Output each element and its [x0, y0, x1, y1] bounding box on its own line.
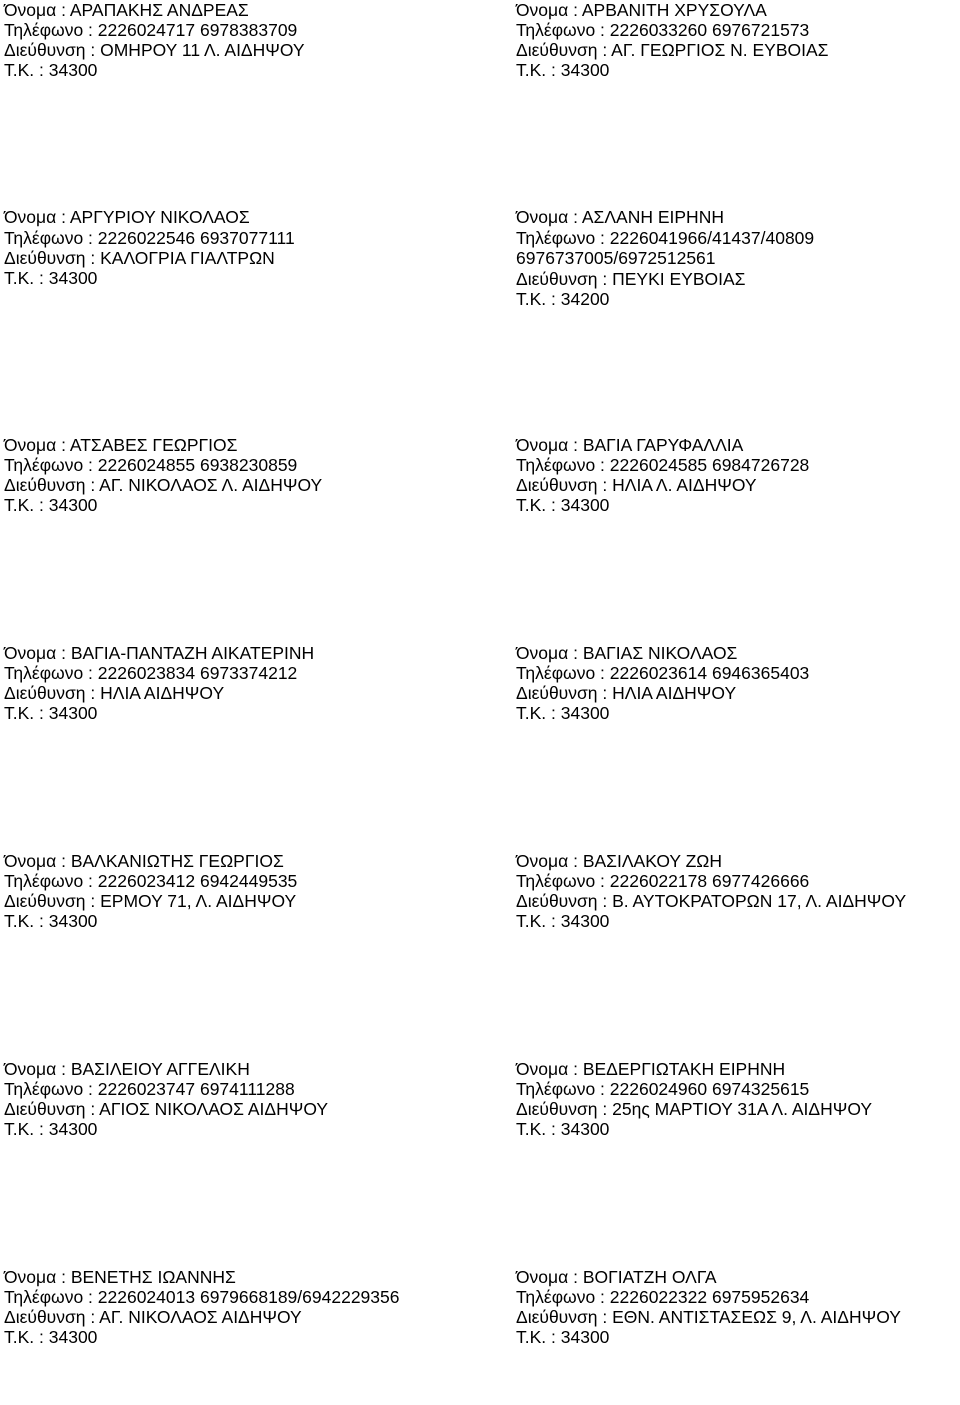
contact-phone: Τηλέφωνο : 2226024717 6978383709	[4, 20, 298, 40]
contact-entry-venetis	[4, 1267, 399, 1347]
contact-postal-code: Τ.Κ. : 34300	[516, 911, 610, 931]
contact-address: Διεύθυνση : ΠΕΥΚΙ ΕΥΒΟΙΑΣ	[516, 269, 746, 289]
contact-phone: Τηλέφωνο : 2226023747 6974111288	[4, 1079, 295, 1099]
contact-phone: Τηλέφωνο : 2226033260 6976721573	[516, 20, 810, 40]
contact-address: Διεύθυνση : ΚΑΛΟΓΡΙΑ ΓΙΑΛΤΡΩΝ	[4, 248, 275, 268]
contact-postal-code: Τ.Κ. : 34300	[4, 703, 98, 723]
contact-name: Όνομα : ΒΑΓΙΑ-ΠΑΝΤΑΖΗ ΑΙΚΑΤΕΡΙΝΗ	[4, 643, 315, 663]
contact-name: Όνομα : ΒΑΛΚΑΝΙΩΤΗΣ ΓΕΩΡΓΙΟΣ	[4, 851, 284, 871]
contact-name: Όνομα : ΑΤΣΑΒΕΣ ΓΕΩΡΓΙΟΣ	[4, 435, 238, 455]
contact-entry-vasilakou	[516, 851, 906, 931]
contact-postal-code: Τ.Κ. : 34300	[4, 495, 98, 515]
contact-address: Διεύθυνση : Β. ΑΥΤΟΚΡΑΤΟΡΩΝ 17, Λ. ΑΙΔΗΨΟΥ	[516, 891, 907, 911]
contact-postal-code: Τ.Κ. : 34300	[4, 911, 98, 931]
contact-entry-aslani	[516, 207, 814, 309]
contact-name: Όνομα : ΑΡΑΠΑΚΗΣ ΑΝΔΡΕΑΣ	[4, 0, 249, 20]
contact-address: Διεύθυνση : ΕΘΝ. ΑΝΤΙΣΤΑΣΕΩΣ 9, Λ. ΑΙΔΗΨΟΥ	[516, 1307, 901, 1327]
contact-name: Όνομα : ΑΡΓΥΡΙΟΥ ΝΙΚΟΛΑΟΣ	[4, 207, 250, 227]
contact-address: Διεύθυνση : 25ης ΜΑΡΤΙΟΥ 31Α Λ. ΑΙΔΗΨΟΥ	[516, 1099, 873, 1119]
contact-phone: Τηλέφωνο : 2226024960 6974325615	[516, 1079, 810, 1099]
contact-name: Όνομα : ΒΕΝΕΤΗΣ ΙΩΑΝΝΗΣ	[4, 1267, 236, 1287]
contact-name: Όνομα : ΒΟΓΙΑΤΖΗ ΟΛΓΑ	[516, 1267, 717, 1287]
contact-phone: Τηλέφωνο : 2226041966/41437/40809	[516, 228, 815, 248]
contact-address: Διεύθυνση : ΗΛΙΑ ΑΙΔΗΨΟΥ	[516, 683, 737, 703]
contact-postal-code: Τ.Κ. : 34300	[516, 60, 610, 80]
contact-address: Διεύθυνση : ΑΓ. ΝΙΚΟΛΑΟΣ ΑΙΔΗΨΟΥ	[4, 1307, 302, 1327]
contact-phone: Τηλέφωνο : 2226023412 6942449535	[4, 871, 298, 891]
contact-entry-vedergiotaki	[516, 1059, 872, 1139]
contact-entry-arvaniti	[516, 0, 828, 80]
contact-name: Όνομα : ΒΑΓΙΑΣ ΝΙΚΟΛΑΟΣ	[516, 643, 738, 663]
contact-entry-vogiatzi	[516, 1267, 901, 1347]
contact-postal-code: Τ.Κ. : 34300	[516, 703, 610, 723]
contact-name: Όνομα : ΒΑΣΙΛΕΙΟΥ ΑΓΓΕΛΙΚΗ	[4, 1059, 250, 1079]
contact-postal-code: Τ.Κ. : 34300	[4, 268, 98, 288]
contact-name: Όνομα : ΑΣΛΑΝΗ ΕΙΡΗΝΗ	[516, 207, 724, 227]
contact-phone: Τηλέφωνο : 2226024013 6979668189/6942229356	[4, 1287, 400, 1307]
contact-entry-vagias	[516, 643, 809, 723]
contact-phone: Τηλέφωνο : 2226023614 6946365403	[516, 663, 810, 683]
contact-address: Διεύθυνση : ΟΜΗΡΟΥ 11 Λ. ΑΙΔΗΨΟΥ	[4, 40, 305, 60]
contact-phone: Τηλέφωνο : 2226023834 6973374212	[4, 663, 298, 683]
contact-entry-valkaniotis	[4, 851, 297, 931]
contact-postal-code: Τ.Κ. : 34300	[516, 1119, 610, 1139]
contact-phone-continued: 6976737005/6972512561	[516, 248, 716, 268]
contact-name: Όνομα : ΒΑΓΙΑ ΓΑΡΥΦΑΛΛΙΑ	[516, 435, 744, 455]
contact-name: Όνομα : ΒΑΣΙΛΑΚΟΥ ΖΩΗ	[516, 851, 723, 871]
contact-phone: Τηλέφωνο : 2226024585 6984726728	[516, 455, 810, 475]
contact-entry-vasileiou	[4, 1059, 328, 1139]
contact-entry-vagia-garyfallia	[516, 435, 809, 515]
contact-address: Διεύθυνση : ΕΡΜΟΥ 71, Λ. ΑΙΔΗΨΟΥ	[4, 891, 297, 911]
contact-entry-arapakis	[4, 0, 305, 80]
contact-name: Όνομα : ΒΕΔΕΡΓΙΩΤΑΚΗ ΕΙΡΗΝΗ	[516, 1059, 786, 1079]
contact-address: Διεύθυνση : ΑΓ. ΓΕΩΡΓΙΟΣ Ν. ΕΥΒΟΙΑΣ	[516, 40, 829, 60]
contact-postal-code: Τ.Κ. : 34300	[4, 60, 98, 80]
contact-phone: Τηλέφωνο : 2226024855 6938230859	[4, 455, 298, 475]
contact-postal-code: Τ.Κ. : 34300	[516, 495, 610, 515]
contact-entry-argyriou	[4, 207, 295, 288]
contact-address: Διεύθυνση : ΗΛΙΑ ΑΙΔΗΨΟΥ	[4, 683, 225, 703]
contact-postal-code: Τ.Κ. : 34300	[4, 1119, 98, 1139]
contact-phone: Τηλέφωνο : 2226022178 6977426666	[516, 871, 810, 891]
contact-phone: Τηλέφωνο : 2226022322 6975952634	[516, 1287, 810, 1307]
contact-postal-code: Τ.Κ. : 34200	[516, 289, 610, 309]
contact-postal-code: Τ.Κ. : 34300	[4, 1327, 98, 1347]
contact-entry-vagia-pantazi	[4, 643, 314, 723]
contact-address: Διεύθυνση : ΑΓ. ΝΙΚΟΛΑΟΣ Λ. ΑΙΔΗΨΟΥ	[4, 475, 323, 495]
contact-entry-atsaves	[4, 435, 322, 515]
contact-address: Διεύθυνση : ΗΛΙΑ Λ. ΑΙΔΗΨΟΥ	[516, 475, 757, 495]
contact-address: Διεύθυνση : ΑΓΙΟΣ ΝΙΚΟΛΑΟΣ ΑΙΔΗΨΟΥ	[4, 1099, 329, 1119]
contact-phone: Τηλέφωνο : 2226022546 6937077111	[4, 228, 295, 248]
contact-name: Όνομα : ΑΡΒΑΝΙΤΗ ΧΡΥΣΟΥΛΑ	[516, 0, 767, 20]
contact-postal-code: Τ.Κ. : 34300	[516, 1327, 610, 1347]
